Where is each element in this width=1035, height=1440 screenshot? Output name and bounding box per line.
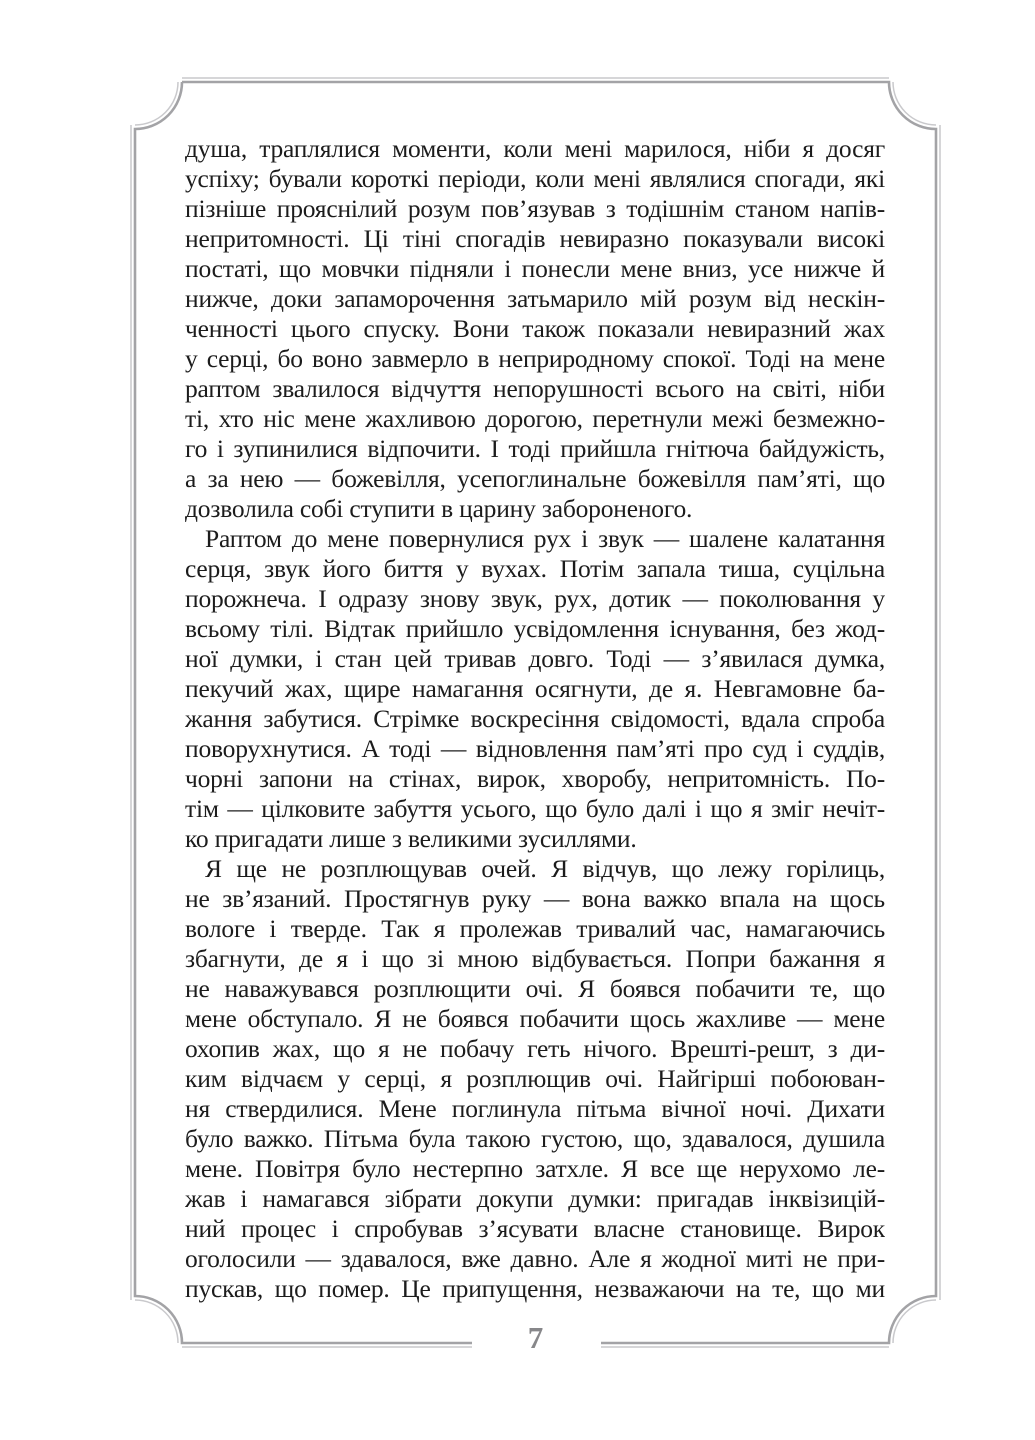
text-line: раптом звалилося відчуття непорушності всього на світі, ніби <box>185 374 885 403</box>
text-line: душа, траплялися моменти, коли мені марилося, ніби я досяг <box>185 134 885 163</box>
text-line: не зв’язаний. Простягнув руку — вона важко впала на щось <box>185 884 885 913</box>
text-line: Раптом до мене повернулися рух і звук — шалене калатання <box>205 524 885 553</box>
text-line: ня ствердилися. Мене поглинула пітьма вічної ночі. Дихати <box>185 1094 885 1123</box>
text-line: пізніше прояснілий розум пов’язував з тодішнім станом напів- <box>185 194 885 223</box>
text-line: не наважувався розплющити очі. Я боявся побачити те, що <box>185 974 885 1003</box>
text-line: оголосили — здавалося, вже давно. Але я жодної миті не при- <box>185 1244 885 1273</box>
text-line: тім — цілковите забуття усього, що було далі і що я зміг нечіт- <box>185 794 885 823</box>
text-line: охопив жах, що я не побачу геть нічого. Врешті-решт, з ди- <box>185 1034 885 1063</box>
text-line: серця, звук його биття у вухах. Потім запала тиша, суцільна <box>185 554 885 583</box>
text-line: дозволила собі ступити в царину забороненого. <box>185 494 693 523</box>
text-line: ної думки, і стан цей тривав довго. Тоді — з’явилася думка, <box>185 644 885 673</box>
text-line: ко пригадати лише з великими зусиллями. <box>185 824 637 853</box>
text-block <box>185 134 885 1304</box>
text-line: жання забутися. Стрімке воскресіння свідомості, вдала спроба <box>185 704 885 733</box>
text-line: ний процес і спробував з’ясувати власне становище. Вирок <box>185 1214 885 1243</box>
text-line: у серці, бо воно завмерло в неприродному спокої. Тоді на мене <box>185 344 885 373</box>
text-line: го і зупинилися відпочити. І тоді прийшла гнітюча байдужість, <box>185 434 885 463</box>
text-line: Я ще не розплющував очей. Я відчув, що лежу горілиць, <box>205 854 885 883</box>
text-line: було важко. Пітьма була такою густою, що, здавалося, душила <box>185 1124 885 1153</box>
text-line: ким відчаєм у серці, я розплющив очі. Найгірші побоюван- <box>185 1064 885 1093</box>
text-line: а за нею — божевілля, усепоглинальне божевілля пам’яті, що <box>185 464 885 493</box>
text-line: вологе і тверде. Так я пролежав тривалий час, намагаючись <box>185 914 885 943</box>
text-line: жав і намагався зібрати докупи думки: пригадав інквізицій- <box>185 1184 885 1213</box>
page-number: 7 <box>527 1320 544 1355</box>
text-line: непритомності. Ці тіні спогадів невиразно показували високі <box>185 224 885 253</box>
text-line: мене. Повітря було нестерпно затхле. Я все ще нерухомо ле- <box>185 1154 885 1183</box>
text-line: збагнути, де я і що зі мною відбувається. Попри бажання я <box>185 944 885 973</box>
text-line: порожнеча. І одразу знову звук, рух, дотик — поколювання у <box>185 584 885 613</box>
text-line: постаті, що мовчки підняли і понесли мене вниз, усе нижче й <box>185 254 885 283</box>
text-line: успіху; бували короткі періоди, коли мені являлися спогади, які <box>185 164 885 193</box>
text-line: ченності цього спуску. Вони також показали невиразний жах <box>185 314 885 343</box>
text-line: нижче, доки запаморочення затьмарило мій розум від нескін- <box>185 284 885 313</box>
text-line: ті, хто ніс мене жахливою дорогою, перетнули межі безмежно- <box>185 404 885 433</box>
text-line: мене обступало. Я не боявся побачити щось жахливе — мене <box>185 1004 885 1033</box>
text-line: пускав, що помер. Це припущення, незважаючи на те, що ми <box>185 1274 885 1303</box>
text-line: поворухнутися. А тоді — відновлення пам’яті про суд і суддів, <box>185 734 885 763</box>
text-line: всьому тілі. Відтак прийшло усвідомлення існування, без жод- <box>185 614 885 643</box>
text-line: пекучий жах, щире намагання осягнути, де я. Невгамовне ба- <box>185 674 885 703</box>
text-line: чорні запони на стінах, вирок, хворобу, непритомність. По- <box>185 764 885 793</box>
